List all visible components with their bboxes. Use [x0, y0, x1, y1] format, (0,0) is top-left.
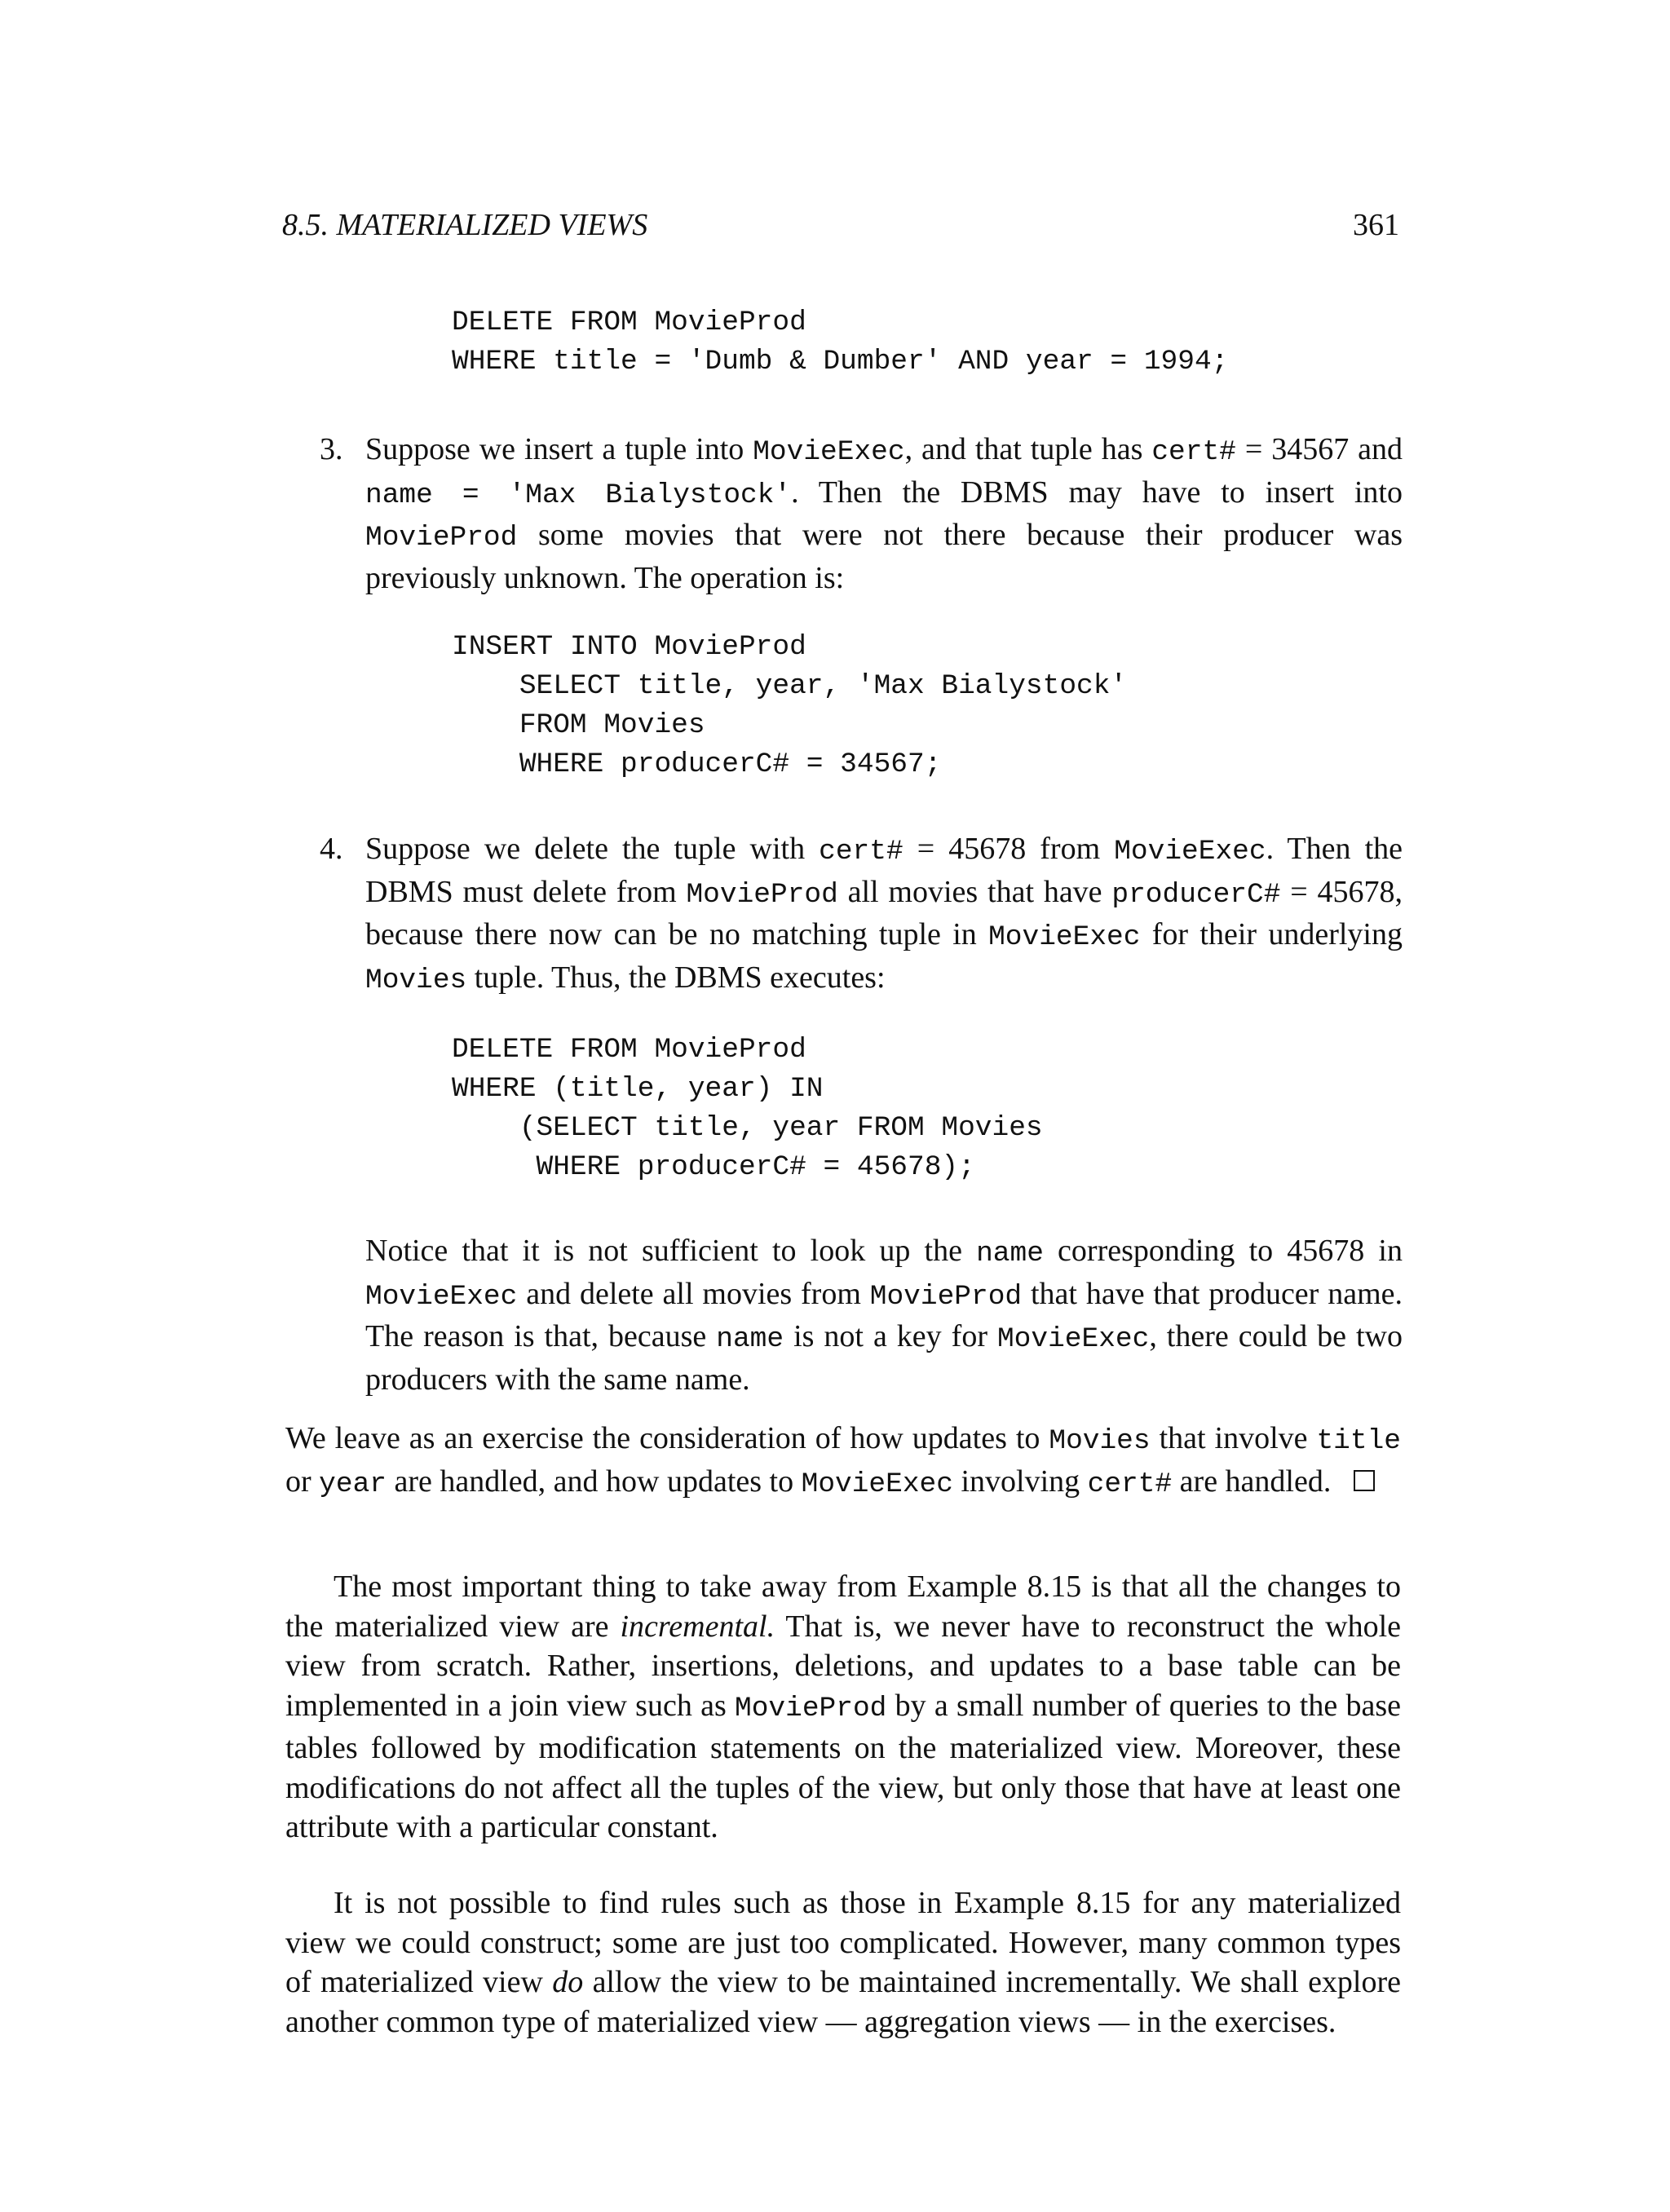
page-number: 361	[1353, 208, 1399, 242]
text: all movies that have	[837, 874, 1112, 909]
notice-paragraph	[365, 1231, 1403, 1399]
text: , there could be two producers with the same name.	[365, 1319, 1403, 1397]
text: some movies that were not there because their producer was previously unknown. The operation is:	[365, 518, 1403, 595]
code-inline: cert#	[819, 836, 903, 868]
emphasis: do	[552, 1965, 584, 1999]
text: that have that producer name. The reason is that, because	[365, 1276, 1403, 1353]
code-inline: producerC#	[1111, 878, 1281, 911]
text: That is, we never have to reconstruct the whole view from scratch. Rather, insertions, deletions, and updates to a base table can be implemented in a join view such as	[285, 1609, 1402, 1723]
code-inline: MovieExec	[996, 1323, 1150, 1355]
text: that involve	[1150, 1421, 1317, 1455]
text: are handled.	[1172, 1464, 1332, 1499]
text: and delete all movies from	[517, 1276, 870, 1311]
end-of-example-icon	[1354, 1470, 1375, 1491]
text: Notice that it is not sufficient to look up the	[365, 1234, 977, 1268]
body-paragraph-incremental	[285, 1567, 1401, 1848]
text: allow the view to be maintained incrementally. We shall explore another common type of materialized view — aggregation views — in the exercises.	[285, 1965, 1402, 2039]
code-block-delete-dumb: DELETE FROM MovieProd WHERE title = 'Dumb & Dumber' AND year = 1994;	[452, 307, 1229, 377]
text: is not a key for	[784, 1319, 997, 1353]
text: , and that tuple has	[904, 432, 1152, 466]
code-inline: name	[976, 1238, 1044, 1269]
code-inline: year	[319, 1468, 387, 1500]
code-inline: Movies	[365, 964, 467, 996]
text: . Then the DBMS must delete from	[365, 832, 1403, 909]
code-inline: MovieExec	[801, 1468, 953, 1500]
code-inline: Movies	[1049, 1425, 1151, 1457]
page-header	[282, 205, 1399, 245]
list-item-number: 4.	[320, 832, 343, 866]
body-paragraph-rules	[285, 1883, 1401, 2042]
text: are handled, and how updates to	[386, 1464, 802, 1499]
text: Suppose we delete the tuple with	[365, 832, 820, 866]
list-item-4	[320, 829, 1403, 1000]
text: corresponding to 45678 in	[1043, 1234, 1403, 1268]
text: = 45678, because there now can be no matching tuple in	[365, 874, 1403, 951]
text: by a small number of queries to the base tables followed by modification statements on the materialized view. Moreover, these modifications do not affect all the tuples of the view, but only those that have at least one attribute with a particular constant.	[285, 1688, 1401, 1844]
code-inline: MovieProd	[686, 878, 838, 911]
code-inline: name	[716, 1323, 784, 1355]
text: = 34567 and	[1235, 432, 1403, 466]
text: = 45678 from	[903, 832, 1115, 866]
code-inline: MovieProd	[869, 1280, 1023, 1313]
code-inline: MovieProd	[735, 1692, 887, 1724]
code-block-insert: INSERT INTO MovieProd SELECT title, year, 'Max Bialystock' FROM Movies WHERE producerC# = 34567;	[452, 631, 1128, 780]
list-item-number: 3.	[320, 432, 343, 466]
running-head: 8.5. MATERIALIZED VIEWS	[282, 208, 648, 242]
code-inline: name = 'Max Bialystock'	[365, 479, 792, 511]
text: Suppose we insert a tuple into	[365, 432, 753, 466]
code-inline: title	[1316, 1425, 1401, 1457]
code-inline: MovieProd	[365, 522, 518, 554]
text: The most important thing to take away from Example 8.15 is that all the changes to the materialized view are	[285, 1570, 1401, 1644]
text: or	[285, 1464, 320, 1499]
code-inline: cert#	[1151, 436, 1236, 468]
exercise-paragraph	[285, 1419, 1401, 1504]
code-inline: MovieExec	[1114, 836, 1266, 868]
code-block-delete-subquery: DELETE FROM MovieProd WHERE (title, year) IN (SELECT title, year FROM Movies WHERE producerC# = 45678);	[452, 1034, 1043, 1183]
text: We leave as an exercise the consideration of how updates to	[285, 1421, 1049, 1455]
code-inline: MovieExec	[365, 1280, 518, 1313]
code-inline: MovieExec	[988, 921, 1141, 953]
text: tuple. Thus, the DBMS executes:	[466, 960, 886, 995]
code-inline: MovieExec	[753, 436, 905, 468]
list-item-3	[320, 430, 1403, 598]
code-inline: cert#	[1087, 1468, 1173, 1500]
text: for their underlying	[1140, 917, 1403, 951]
text: involving	[952, 1464, 1088, 1499]
emphasis: incremental.	[620, 1609, 775, 1644]
text: . Then the DBMS may have to insert into	[791, 475, 1403, 510]
text: It is not possible to find rules such as those in Example 8.15 for any materialized view we could construct; some are just too complicated. However, many common types of materialized view	[285, 1886, 1401, 1999]
